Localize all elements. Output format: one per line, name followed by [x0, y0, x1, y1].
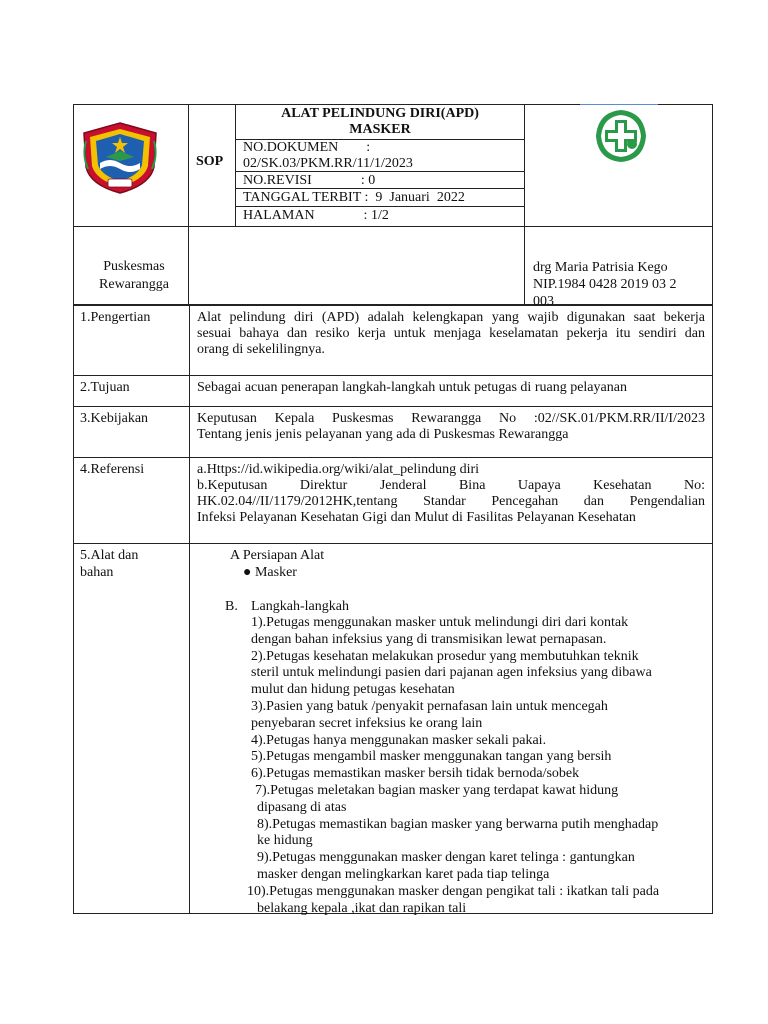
section-divider	[189, 407, 190, 457]
no-revisi: NO.REVISI : 0	[243, 173, 376, 188]
text-line: Tentang jenis jenis pelayanan yang ada di Puskesmas Rewarangga	[197, 427, 569, 442]
step-line: masker dengan melingkarkan karet pada tiap telinga	[257, 866, 550, 882]
section-divider	[189, 376, 190, 406]
section-text	[197, 462, 705, 526]
header-accent-line	[580, 104, 658, 105]
step-line: 10).Petugas menggunakan masker dengan pengikat tali : ikatkan tali pada	[247, 883, 660, 899]
no-dokumen-value: 02/SK.03/PKM.RR/11/1/2023	[243, 156, 413, 171]
header-divider	[188, 104, 189, 305]
signer-name: drg Maria Patrisia Kego	[533, 260, 668, 275]
step-line: 7).Petugas meletakan bagian masker yang terdapat kawat hidung	[255, 782, 619, 798]
signer-nip: NIP.1984 0428 2019 03 2	[533, 277, 677, 292]
section-text	[197, 380, 705, 396]
text-line: Keputusan Kepala Puskesmas Rewarangga No :02//SK.01/PKM.RR/II/I/2023	[197, 411, 705, 426]
langkah-letter: B.	[225, 599, 238, 614]
step-line: belakang kepala ,ikat dan rapikan tali	[257, 900, 467, 916]
district-emblem-logo	[80, 121, 160, 195]
organization-line: Puskesmas	[103, 259, 165, 274]
header-divider	[235, 206, 524, 207]
text-line: orang di sekelilingnya.	[197, 342, 325, 357]
text-line: Sebagai acuan penerapan langkah-langkah untuk petugas di ruang pelayanan	[197, 380, 627, 395]
step-line: 8).Petugas memastikan bagian masker yang berwarna putih menghadap	[257, 816, 659, 832]
no-dokumen-label: NO.DOKUMEN :	[243, 140, 371, 155]
signer-nip: 003	[533, 294, 554, 309]
step-line: ke hidung	[257, 833, 313, 849]
section-tujuan	[73, 375, 713, 407]
bullet-icon: ●	[243, 565, 252, 580]
text-line: sesuai bahaya dan resiko kerja untuk menjaga keselamatan pekerja itu sendiri dan	[197, 326, 705, 341]
tanggal-terbit: TANGGAL TERBIT : 9 Januari 2022	[243, 190, 465, 205]
puskesmas-logo	[592, 108, 650, 164]
section-label: 2.Tujuan	[80, 380, 130, 395]
section-pengertian	[73, 305, 713, 376]
persiapan-item-label: Masker	[254, 565, 297, 580]
section-text	[197, 310, 705, 358]
persiapan-item	[243, 565, 297, 582]
text-line: Infeksi Pelayanan Kesehatan Gigi dan Mulut di Fasilitas Pelayanan Kesehatan	[197, 510, 636, 525]
signer-block	[533, 259, 709, 310]
section-label-line: 5.Alat dan	[80, 548, 139, 563]
section-label-line: bahan	[80, 564, 114, 580]
step-line: dengan bahan infeksius yang di transmisikan lewat pernapasan.	[251, 631, 607, 647]
persiapan-heading: A Persiapan Alat	[230, 548, 325, 563]
step-line: 9).Petugas menggunakan masker dengan karet telinga : gantungkan	[257, 850, 635, 866]
text-line: HK.02.04//II/1179/2012HK,tentang Standar Pencegahan dan Pengendalian	[197, 494, 705, 509]
step-line: 4).Petugas hanya menggunakan masker sekali pakai.	[251, 732, 547, 748]
step-line: 2).Petugas kesehatan melakukan prosedur yang membutuhkan teknik	[251, 648, 639, 664]
step-line: dipasang di atas	[257, 799, 347, 815]
step-line: 6).Petugas memastikan masker bersih tidak bernoda/sobek	[251, 766, 580, 782]
section-alat-dan-bahan	[73, 543, 713, 914]
sop-label: SOP	[196, 154, 224, 169]
section-label: 4.Referensi	[80, 462, 145, 477]
step-line: 1).Petugas menggunakan masker untuk melindungi diri dari kontak	[251, 615, 629, 630]
steps-list	[247, 615, 660, 917]
halaman: HALAMAN : 1/2	[243, 208, 389, 223]
title-line: ALAT PELINDUNG DIRI(APD)	[281, 106, 479, 121]
section-divider	[189, 458, 190, 543]
section-text	[197, 411, 705, 443]
section-referensi	[73, 457, 713, 544]
step-line: penyebaran secret infeksius ke orang lain	[251, 715, 483, 731]
organization-name	[80, 258, 188, 294]
section-divider	[189, 544, 190, 913]
title-line: MASKER	[349, 122, 411, 137]
document-title	[236, 104, 524, 138]
text-line: b.Keputusan Direktur Jenderal Bina Uapaya Kesehatan No:	[197, 478, 705, 493]
step-line: 3).Pasien yang batuk /penyakit pernafasan lain untuk mencegah	[251, 698, 608, 714]
langkah-heading: Langkah-langkah	[251, 599, 349, 614]
section-label: 3.Kebijakan	[80, 411, 149, 426]
step-line: mulut dan hidung petugas kesehatan	[251, 682, 455, 698]
section-label	[80, 548, 188, 582]
step-line: 5).Petugas mengambil masker menggunakan tangan yang bersih	[251, 749, 612, 765]
header-divider	[524, 104, 525, 305]
section-kebijakan	[73, 406, 713, 458]
header-divider	[73, 226, 713, 227]
text-line: Alat pelindung diri (APD) adalah kelengkapan yang wajib digunakan saat bekerja	[197, 310, 705, 325]
section-divider	[189, 306, 190, 375]
text-line: a.Https://id.wikipedia.org/wiki/alat_pelindung diri	[197, 462, 480, 477]
section-label: 1.Pengertian	[80, 310, 151, 325]
step-line: steril untuk melindungi pasien dari pajanan agen infeksius yang dibawa	[251, 665, 652, 681]
organization-line: Rewarangga	[99, 277, 169, 292]
